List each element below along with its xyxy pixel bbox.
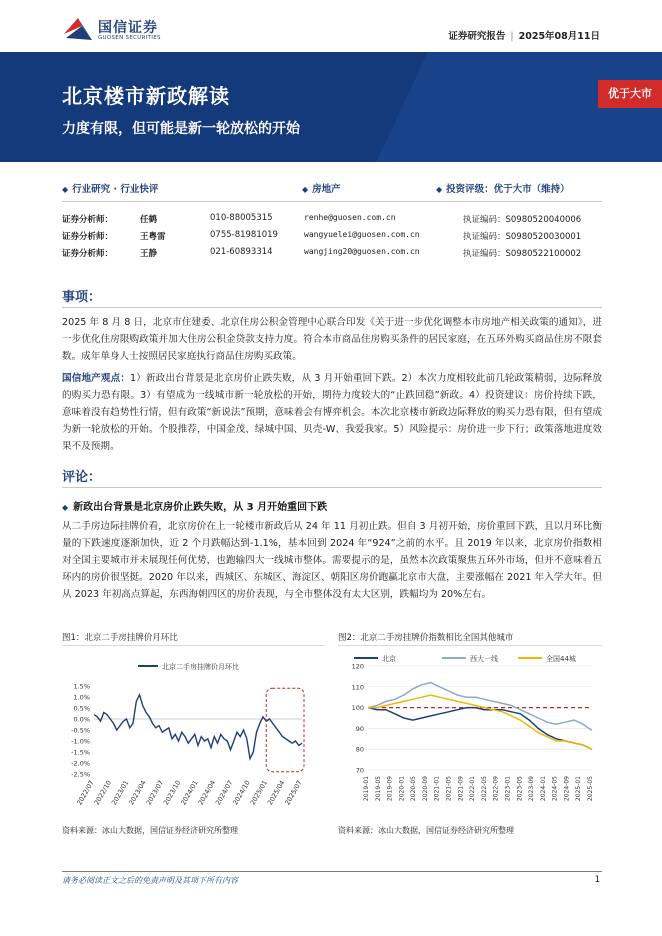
- x-tick-label: 2025/07: [283, 779, 304, 807]
- event-paragraph: 2025 年 8 月 8 日，北京市住建委、北京住房公积金管理中心联合印发《关于进一步优化调整本市房地产相关政策的通知》，进一步优化住房限购政策并加大住房公积金贷款支持力度。符合本市商品住房购买条件的居民家庭，在五环外购买商品住房不限套数。成年单身人士按照居民家庭执行商品住房购买政策。: [62, 317, 602, 362]
- diamond-icon: ◆: [62, 185, 69, 194]
- x-tick-label: 2023-05: [516, 776, 524, 802]
- x-tick-label: 2020-09: [421, 776, 429, 802]
- x-tick-label: 2023/10: [161, 779, 183, 807]
- legend-label-1: 西大一线: [470, 655, 498, 663]
- x-tick-label: 2023-09: [528, 776, 536, 802]
- view-text: 1）新政出台背景是北京房价止跌失败，从 3 月开始重回下跌。2）本次力度相较此前几轮政策精弱，边际释放的购买力恐有限。3）有望成为一线城市新一轮放松的开始，期待力度较大的“止跌回稳”新政。4）投资建议：房价持续下跌，意味着没有趋势性行情，但有政策“新说法”预期，意味着会有博弈机会。本次北京楼市新政边际释放的购买力恐有限，但有望成为新一轮放松的开始。个股推荐，中国金茂、绿城中国、贝壳-W、我爱我家。5）风险提示：房价进一步下行；政策落地进度效果不及预期。: [62, 373, 602, 452]
- legend-label-2: 全国44城: [546, 655, 576, 663]
- legend-label-0: 北京: [382, 655, 396, 663]
- x-tick-label: 2019-01: [363, 776, 370, 802]
- report-date: 2025年08月11日: [518, 31, 600, 42]
- y-tick-label: 1.0%: [73, 693, 90, 702]
- meta-row: [62, 181, 602, 195]
- legend-label-beijing-mom: 北京二手房挂牌价月环比: [162, 663, 239, 671]
- figure-1-source: 资料来源：冰山大数据，国信证券经济研究所整理: [62, 826, 238, 835]
- logo-text-cn: 国信证券: [98, 20, 158, 36]
- guosen-logo: [62, 14, 182, 46]
- guosen-logo-icon: [62, 14, 94, 46]
- analyst-row: [62, 230, 602, 247]
- y-tick-label: 90: [355, 724, 364, 733]
- x-tick-label: 2025/04: [265, 779, 287, 807]
- x-tick-label: 2020-05: [410, 776, 418, 802]
- x-tick-label: 2022/07: [75, 779, 96, 807]
- diamond-icon: ◆: [302, 185, 309, 194]
- x-tick-label: 2022-05: [480, 776, 488, 802]
- y-tick-label: 100: [351, 704, 364, 713]
- meta-industry: [302, 181, 341, 195]
- figure-1-divider: [62, 645, 324, 646]
- figure-1-title: 图1：北京二手房挂牌价月环比: [62, 633, 178, 643]
- x-tick-label: 2022/10: [92, 779, 114, 807]
- analyst-name: 王粤雷: [140, 232, 166, 242]
- y-tick-label: -2.5%: [71, 770, 90, 779]
- x-tick-label: 2024/10: [231, 779, 252, 807]
- page-number: 1: [594, 875, 600, 885]
- section-heading-event: 事项：: [62, 290, 102, 305]
- report-title: 北京楼市新政解读: [62, 84, 230, 108]
- x-tick-label: 2021-01: [433, 776, 441, 802]
- x-tick-label: 2021-09: [457, 776, 465, 802]
- analyst-email[interactable]: wangyuelei@guosen.com.cn: [304, 230, 420, 239]
- x-tick-label: 2025-01: [575, 776, 583, 802]
- analyst-email[interactable]: wangjing20@guosen.com.cn: [304, 247, 420, 256]
- chart-1: [62, 650, 324, 820]
- chart-2: [338, 650, 602, 820]
- figure-2-source: 资料来源：冰山大数据，国信证券经济研究所整理: [338, 826, 514, 835]
- y-tick-label: -1.0%: [71, 737, 90, 746]
- x-tick-label: 2024/07: [213, 779, 235, 807]
- divider: [62, 201, 602, 202]
- y-tick-label: -1.5%: [71, 748, 90, 757]
- report-type: [448, 28, 600, 42]
- comment-paragraph: 从二手房边际挂牌价看，北京房价在上一轮楼市新政后从 24 年 11 月初止跌。但自 3 月初开始，房价重回下跌，且以月环比衡量的下跌速度逐渐加快，近 2 个月跌幅达到-1.1%，基本回到 2024 年“924”之前的水平。且 2019 年以来，北京房价指数相对全国主要城市并未展现任何优势，也跑输四大一线城市整体。需要提示的是，虽然本次政策聚焦五环外市场，但并不意味着五环内的房价很坚挺。2020 年以来，西城区、东城区、海淀区、朝阳区房价跑赢北京市大盘，主要涨幅在 2021 年入学大年。但从 2023 年初高点算起，东西海朝四区的房价表现，与全市整体没有太大区别，跌幅均为 20%左右。: [62, 521, 602, 600]
- x-tick-label: 2024-01: [539, 776, 547, 802]
- analyst-name: 任鹤: [140, 215, 158, 225]
- analyst-phone: 0755-81981019: [210, 230, 278, 240]
- meta-industry-text: 房地产: [312, 184, 341, 195]
- divider: [62, 487, 602, 488]
- y-tick-label: 70: [355, 766, 364, 775]
- analyst-cert: 执证编码：S0980520040006: [463, 215, 582, 225]
- analyst-list: [62, 213, 602, 264]
- x-tick-label: 2025-05: [587, 776, 594, 802]
- highlight-box: [266, 688, 304, 772]
- figure-2-divider: [338, 645, 602, 646]
- analyst-role: 证券分析师：: [62, 232, 114, 242]
- bullet-heading: [62, 498, 327, 513]
- y-tick-label: 110: [351, 683, 364, 692]
- y-tick-label: 120: [351, 662, 364, 671]
- x-tick-label: 2022-09: [492, 776, 500, 802]
- x-tick-label: 2019-09: [386, 776, 394, 802]
- x-tick-label: 2022-01: [469, 776, 477, 802]
- x-tick-label: 2021-05: [445, 776, 453, 802]
- footer-divider: [62, 871, 602, 872]
- bullet-heading-text: 新政出台背景是北京房价止跌失败，从 3 月开始重回下跌: [73, 502, 328, 513]
- x-tick-label: 2023/04: [127, 779, 148, 807]
- analyst-role: 证券分析师：: [62, 215, 114, 225]
- rating-tag: 优于大市: [598, 80, 662, 108]
- analyst-row: [62, 213, 602, 230]
- x-tick-label: 2023/01: [109, 779, 131, 807]
- diamond-icon: ◆: [436, 185, 443, 194]
- y-tick-label: -2.0%: [71, 759, 90, 768]
- logo-text-en: GUOSEN SECURITIES: [98, 35, 161, 41]
- analyst-phone: 010-88005315: [210, 213, 273, 223]
- series-line-beijing-mom: [94, 695, 302, 759]
- title-banner: [0, 52, 662, 162]
- footer-disclaimer[interactable]: 请务必阅读正文之后的免责声明及其项下所有内容: [62, 876, 238, 885]
- x-tick-label: 2023/07: [144, 779, 166, 807]
- divider: [62, 307, 602, 308]
- analyst-cert: 执证编码：S0980520030001: [463, 232, 582, 242]
- series-line-2: [368, 695, 592, 749]
- analyst-role: 证券分析师：: [62, 249, 114, 259]
- x-tick-label: 2019-05: [374, 776, 382, 802]
- analyst-phone: 021-60893314: [210, 247, 273, 257]
- meta-category: [62, 181, 158, 195]
- x-tick-label: 2020-01: [398, 776, 406, 802]
- view-paragraph: [62, 370, 602, 455]
- report-subtitle: 力度有限，但可能是新一轮放松的开始: [62, 121, 300, 137]
- y-tick-label: 0.5%: [73, 704, 90, 713]
- view-lead: 国信地产观点：: [62, 373, 131, 384]
- y-tick-label: 80: [355, 745, 364, 754]
- meta-category-text: 行业研究 · 行业快评: [72, 184, 159, 195]
- x-tick-label: 2024/01: [179, 779, 200, 807]
- x-tick-label: 2024/04: [196, 779, 218, 807]
- diamond-icon: ◆: [62, 503, 69, 512]
- y-tick-label: 1.5%: [73, 682, 90, 691]
- analyst-row: [62, 247, 602, 264]
- analyst-cert: 执证编码：S0980522100002: [463, 249, 582, 259]
- y-tick-label: 0.0%: [73, 715, 90, 724]
- top-bar: [0, 0, 662, 52]
- report-type-label: 证券研究报告: [448, 31, 506, 42]
- meta-rating: [436, 181, 570, 195]
- x-tick-label: 2025/01: [248, 779, 270, 807]
- figure-2-title: 图2：北京二手房挂牌价指数相比全国其他城市: [338, 633, 514, 643]
- analyst-email[interactable]: renhe@guosen.com.cn: [304, 213, 396, 222]
- x-tick-label: 2024-09: [563, 776, 571, 802]
- x-tick-label: 2024-05: [551, 776, 559, 802]
- meta-rating-text: 投资评级：优于大市（维持）: [446, 184, 570, 195]
- x-tick-label: 2023-01: [504, 776, 512, 802]
- y-tick-label: -0.5%: [71, 726, 90, 735]
- section-heading-comment: 评论：: [62, 470, 102, 485]
- header-separator: |: [510, 31, 514, 42]
- analyst-name: 王静: [140, 249, 158, 259]
